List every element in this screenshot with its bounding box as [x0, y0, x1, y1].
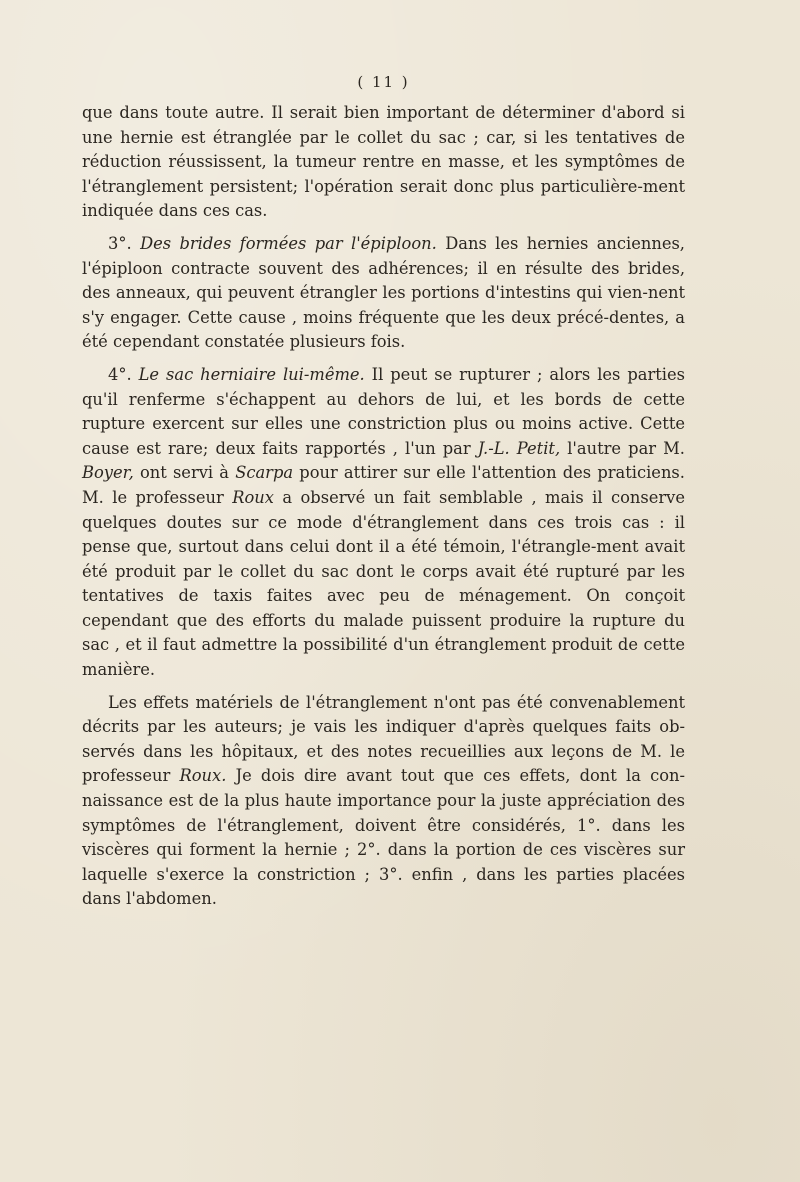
- paragraph-4-text: Je dois dire avant tout que ces effets, dont la con-naissance est de la plus haute importance pour la juste appréciation des symptômes de l'étranglement, doivent être considérés, 1°. dans les viscères qui forment la hernie ; 2°. dans la portion de ces viscères sur laquelle s'exerce la constriction ; 3°. enfin , dans les parties placées dans l'abdomen.: [82, 766, 685, 909]
- paragraph-3-text: l'autre par M.: [567, 438, 685, 458]
- paragraph-1-text: que dans toute autre. Il serait bien important de déterminer d'abord si une hernie est étranglée par le collet du sac ; car, si les tentatives de réduction réussissent, la tumeur rentre en masse, et les symptômes de l'étranglement persistent; l'opération serait donc plus particulière-ment indiquée dans ces cas.: [82, 103, 685, 221]
- author-name: Roux.: [179, 766, 227, 786]
- paragraph-3: [82, 363, 685, 683]
- author-name: J.-L. Petit,: [477, 438, 561, 458]
- paragraph-2-text: Dans les hernies anciennes, l'épiploon contracte souvent des adhérences; il en résulte des brides, des anneaux, qui peuvent étrangler les portions d'intestins qui vien-nent s'y engager. Cette cause , moins fréquente que les deux précé-dentes, a été cependant constatée plusieurs fois.: [82, 233, 685, 352]
- page-number: ( 11 ): [357, 73, 410, 91]
- author-name: Scarpa: [235, 463, 294, 483]
- paragraph-2: [82, 232, 685, 355]
- paragraph-3-text: pour attirer sur elle l'attention des praticiens. M. le professeur: [82, 463, 685, 507]
- text-block: [82, 73, 685, 912]
- paragraph-4: [82, 691, 685, 912]
- paragraph-4-text: Les effets matériels de l'étranglement n'ont pas été convenablement décrits par les auteurs; je vais les indiquer d'après quelques faits ob-servés dans les hôpitaux, et des notes recueillies aux leçons de M. le professeur: [82, 692, 685, 786]
- paragraph-3-text: Il peut se rupturer ; alors les parties qu'il renferme s'échappent au dehors de lui, et les bords de cette rupture exercent sur elles une constriction plus ou moins active. Cette cause est rare; deux faits rapportés , l'un par: [82, 364, 685, 458]
- paragraph-1: [82, 101, 685, 224]
- paragraph-3-text: ont servi à: [139, 463, 230, 483]
- author-name: Boyer,: [82, 463, 134, 483]
- paragraph-3-text: a observé un fait semblable , mais il conserve quelques doutes sur ce mode d'étranglement dans ces trois cas : il pense que, surtout dans celui dont il a été témoin, l'étrangle-ment avait été produit par le collet du sac dont le corps avait été rupturé par les tentatives de taxis faites avec peu de ménagement. On conçoit cependant que des efforts du malade puissent produire la rupture du sac , et il faut admettre la possibilité d'un étranglement produit de cette manière.: [82, 487, 685, 680]
- section-label: 3°.: [108, 233, 132, 253]
- section-title: Des brides formées par l'épiploon.: [140, 233, 437, 253]
- section-label: 4°.: [108, 364, 132, 384]
- author-name: Roux: [232, 487, 274, 507]
- section-title: Le sac herniaire lui-même.: [138, 364, 365, 384]
